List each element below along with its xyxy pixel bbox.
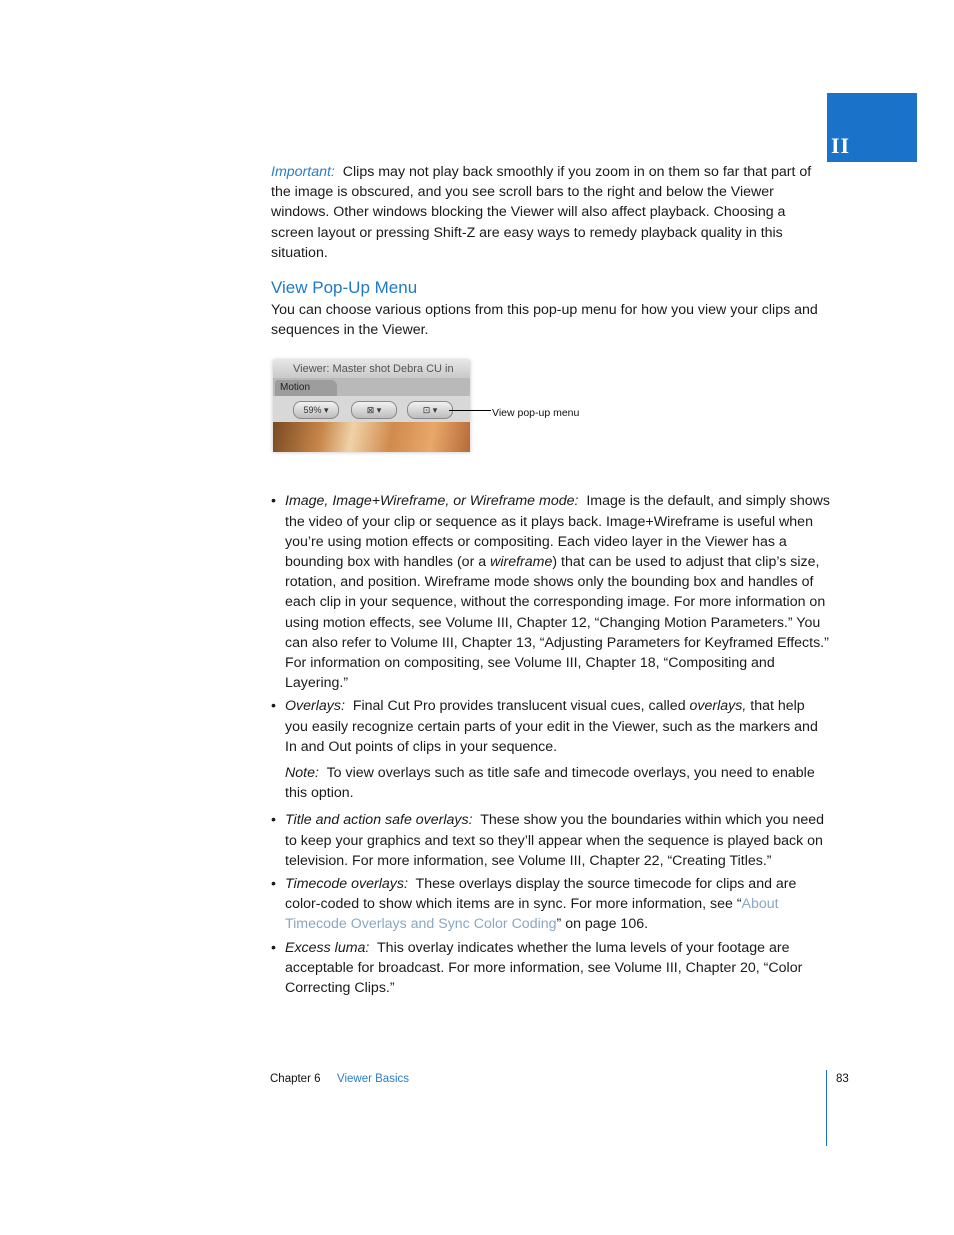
part-tab [827, 93, 917, 162]
bullet-list [271, 491, 831, 757]
video-frame [273, 422, 470, 452]
overlay-icon: ⊡ [422, 405, 431, 416]
footer-rule [826, 1070, 827, 1146]
list-item: • Overlays: Final Cut Pro provides translucent visual cues, called overlays, that help you easily recognize certain parts of your edit in the Viewer, such as the markers and In and Out points of clips in your sequence. [271, 696, 831, 757]
callout-label: View pop-up menu [492, 407, 580, 420]
note-label: Note: [285, 765, 319, 782]
list-item: • Title and action safe overlays: These show you the boundaries within which you need to keep your graphics and text so they’ll appear when the sequence is played back on television. For more information, see Volume III, Chapter 22, “Creating Titles.” [271, 810, 831, 871]
footer-chapter-title[interactable]: Viewer Basics [337, 1073, 410, 1085]
callout-leader-line [449, 410, 491, 411]
important-label: Important: [271, 164, 335, 180]
list-item: • Timecode overlays: These overlays display the source timecode for clips and are color-coded to show which items are in sync. For more information, see “About Timecode Overlays and Sync Color Coding” on page 106. [271, 874, 831, 935]
zoom-pop-up[interactable]: 59% ▾ [293, 401, 339, 419]
important-text: Clips may not play back smoothly if you zoom in on them so far that part of the image is obscured, and you see scroll bars to the right and below the Viewer windows. Other windows blocking the Viewer will also affect playback. Choosing a screen layout or pressing Shift-Z are easy ways to remedy playback quality in this situation. [271, 164, 812, 261]
list-item: • Excess luma: This overlay indicates whether the luma levels of your footage are acceptable for broadcast. For more information, see Volume III, Chapter 20, “Color Correcting Clips.” [271, 938, 831, 999]
view-mode-pop-up[interactable]: ⊠ ▾ [351, 401, 397, 419]
view-pop-up-menu[interactable]: ⊡ ▾ [407, 401, 453, 419]
section-heading: View Pop-Up Menu [271, 278, 418, 298]
note-text: To view overlays such as title safe and timecode overlays, you need to enable this option. [285, 765, 815, 802]
motion-tab[interactable]: Motion [275, 380, 337, 396]
viewer-window-title: Viewer: Master shot Debra CU in [273, 360, 470, 378]
list-item: • Image, Image+Wireframe, or Wireframe mode: Image is the default, and simply shows the video of your clip or sequence as it plays back. Image+Wireframe is useful when you’re using motion effects or compositing. Each video layer in the Viewer has a bounding box with handles (or a wireframe) that can be used to adjust that clip’s size, rotation, and position. Wireframe mode shows only the bounding box and handles of each clip in your sequence, without the corresponding image. For more information on using motion effects, see Volume III, Chapter 12, “Changing Motion Parameters.” You can also refer to Volume III, Chapter 13, “Adjusting Parameters for Keyframed Effects.” For information on compositing, see Volume III, Chapter 18, “Compositing and Layering.” [271, 491, 831, 693]
viewer-screenshot [273, 360, 470, 452]
zoom-value: 59% [303, 405, 322, 416]
wireframe-icon: ⊠ [366, 405, 375, 416]
footer-chapter: Chapter 6 [270, 1073, 321, 1085]
page-number: 83 [836, 1073, 849, 1085]
viewer-figure [271, 360, 831, 466]
page-body [271, 162, 831, 1001]
part-tab-label: II [831, 133, 851, 158]
section-intro: You can choose various options from this pop-up menu for how you view your clips and sequences in the Viewer. [271, 302, 818, 339]
cross-reference-link[interactable]: About Timecode Overlays and Sync Color Coding [285, 896, 779, 933]
important-paragraph [271, 162, 831, 263]
bullet-list-continued [271, 810, 831, 998]
note-paragraph [271, 763, 831, 803]
